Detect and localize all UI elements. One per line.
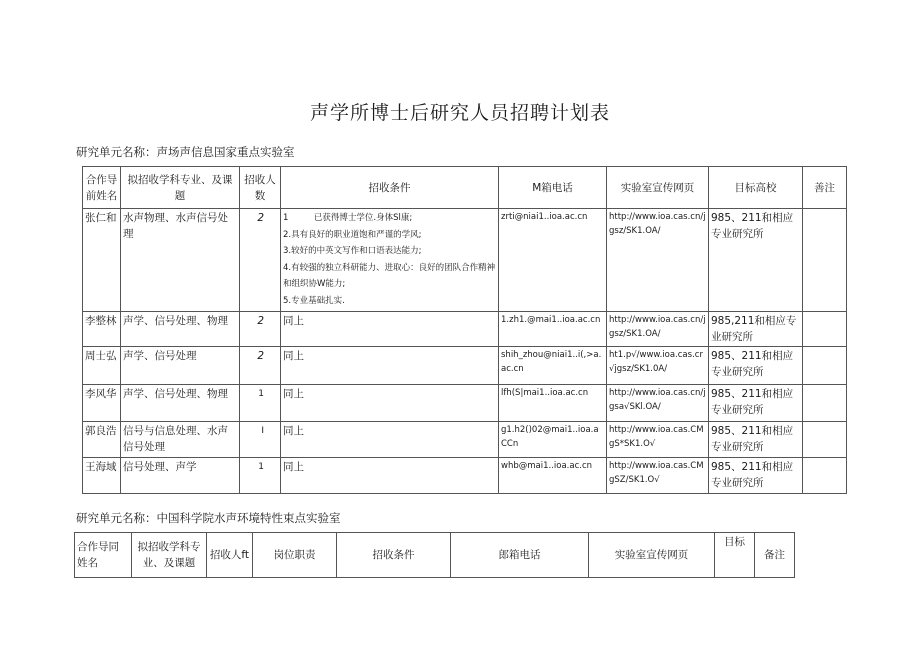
condition-line: 4.有较强的独立科研能力、进取心：良好的团队合作精神和组织协W能力; — [283, 262, 496, 289]
conditions: 同上 — [281, 347, 499, 385]
mentor-name: 李风华 — [83, 385, 121, 422]
header-count: 招收人ft — [207, 533, 253, 578]
website: http://www.ioa.cas.cn/jgsa√SKl.OA/ — [607, 385, 709, 422]
target-schools: 985、211和相应专业研究所 — [709, 209, 803, 312]
target-schools: 985、211和相应专业研究所 — [709, 458, 803, 494]
subject: 信号与信息处理、水声信号处理 — [121, 422, 240, 458]
note — [803, 422, 847, 458]
website: http://www.ioa.cas.cn/jgsz/SK1.OA/ — [607, 312, 709, 347]
conditions: 同上 — [281, 385, 499, 422]
conditions — [281, 209, 499, 312]
header-note: 善注 — [803, 167, 847, 209]
table-header-row — [75, 533, 795, 578]
table-row — [83, 347, 847, 385]
condition-line: 2.具有良好的职业道饱和严谨的学风; — [283, 229, 422, 240]
email: lfh(S|mai1..ioa.ac.cn — [499, 385, 607, 422]
conditions: 同上 — [281, 458, 499, 494]
table-row — [83, 312, 847, 347]
target-schools: 985、211和相应专业研究所 — [709, 347, 803, 385]
target-schools: 985,211和相应专业研究所 — [709, 312, 803, 347]
count: 1 — [240, 385, 281, 422]
header-email: 郎箱电话 — [451, 533, 589, 578]
header-mentor: 合作导前姓名 — [83, 167, 121, 209]
website: http://www.ioa.cas.cn/jgsz/SK1.OA/ — [607, 209, 709, 312]
header-target: 目标高校 — [709, 167, 803, 209]
header-conditions: 招收条件 — [281, 167, 499, 209]
subject: 声学、信号处理 — [121, 347, 240, 385]
header-mentor: 合作导同姓名 — [75, 533, 132, 578]
header-subject: 拟招收学科专业、及课题 — [132, 533, 207, 578]
recruitment-table-1 — [82, 166, 847, 494]
website: http://www.ioa.cas.CMgSZ/SK1.O√ — [607, 458, 709, 494]
target-schools: 985、211和相应专业研究所 — [709, 385, 803, 422]
header-conditions: 招收条件 — [337, 533, 451, 578]
header-note: 备注 — [755, 533, 795, 578]
table-header-row — [83, 167, 847, 209]
mentor-name: 周士弘 — [83, 347, 121, 385]
subject: 信号处理、声学 — [121, 458, 240, 494]
page-title: 声学所博士后研究人员招聘计划表 — [309, 102, 610, 124]
condition-line: 1 已获得博士学位.身体Sl康; — [283, 213, 413, 223]
mentor-name: 李整林 — [83, 312, 121, 347]
email: 1.zh1.@mai1..ioa.ac.cn — [499, 312, 607, 347]
mentor-name: 郭良浩 — [83, 422, 121, 458]
research-unit-label-1: 研究单元名称：声场声信息国家重点实验室 — [76, 145, 295, 159]
recruitment-table-2 — [74, 532, 795, 578]
header-count: 招收人数 — [240, 167, 281, 209]
subject: 声学、信号处理、物理 — [121, 312, 240, 347]
research-unit-label-2: 研究单元名称：中国科学院水声环境特性束点实验室 — [76, 511, 341, 525]
count: 1 — [240, 458, 281, 494]
subject: 声学、信号处理、物理 — [121, 385, 240, 422]
count: 2 — [240, 312, 281, 347]
website: ht1.p√/www.ioa.cas.cr√jgsz/SK1.0A/ — [607, 347, 709, 385]
count: I — [240, 422, 281, 458]
note — [803, 458, 847, 494]
table-row — [83, 209, 847, 312]
conditions: 同上 — [281, 422, 499, 458]
note — [803, 312, 847, 347]
target-schools: 985、211和相应专业研究所 — [709, 422, 803, 458]
table-row — [83, 458, 847, 494]
email: shih_zhou@niai1..i(,>a.ac.cn — [499, 347, 607, 385]
subject: 水声物理、水声信号处理 — [121, 209, 240, 312]
header-email: M箱电话 — [499, 167, 607, 209]
count: 2 — [240, 347, 281, 385]
email: g1.h2()02@mai1..ioa.aCCn — [499, 422, 607, 458]
note — [803, 385, 847, 422]
condition-line: 3.较好的中英文写作和口语表达能力; — [283, 246, 422, 256]
note — [803, 347, 847, 385]
email: whb@mai1..ioa.ac.cn — [499, 458, 607, 494]
mentor-name: 张仁和 — [83, 209, 121, 312]
header-target: 目标 — [715, 533, 755, 578]
mentor-name: 王海域 — [83, 458, 121, 494]
header-website: 实验室宣传网页 — [607, 167, 709, 209]
table-row — [83, 385, 847, 422]
website: http://www.ioa.cas.CMgS*SK1.O√ — [607, 422, 709, 458]
header-duties: 岗位职责 — [253, 533, 337, 578]
table-row — [83, 422, 847, 458]
header-subject: 拟招收学科专业、及课题 — [121, 167, 240, 209]
count: 2 — [240, 209, 281, 312]
email: zrti@niai1..ioa.ac.cn — [499, 209, 607, 312]
condition-line: 5.专业基础扎实. — [283, 295, 345, 306]
note — [803, 209, 847, 312]
header-website: 实验室宣传网页 — [589, 533, 715, 578]
conditions: 同上 — [281, 312, 499, 347]
